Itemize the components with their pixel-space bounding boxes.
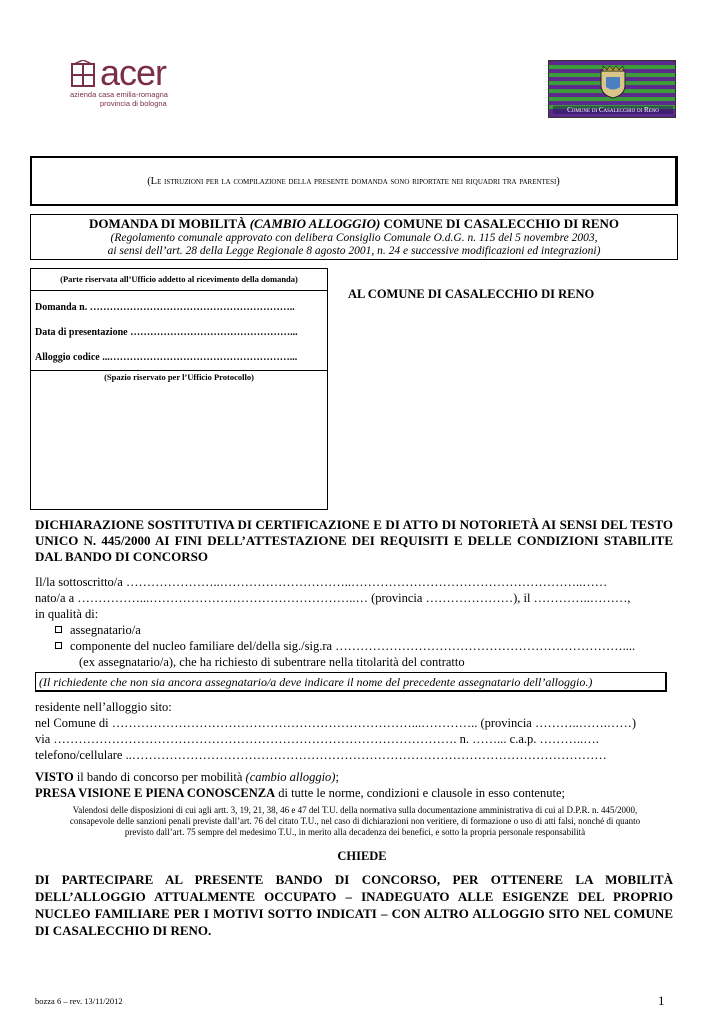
sottoscritto-field[interactable]: Il/la sottoscritto/a …………………..…………………………..………………………………………………..…… xyxy=(35,575,608,589)
coat-of-arms-icon xyxy=(599,65,627,99)
page-number: 1 xyxy=(658,993,665,1008)
option-componente-continuation: (ex assegnatario/a), che ha richiesto di subentrare nella titolarità del contratto xyxy=(79,655,465,669)
componente-checkbox[interactable] xyxy=(55,642,62,649)
office-header: (Parte riservata all’Ufficio addetto al ricevimento della domanda) xyxy=(31,269,327,291)
office-fields xyxy=(31,291,327,371)
alloggio-codice-field[interactable]: Alloggio codice ...………………………………………………... xyxy=(35,352,298,363)
title-subtitle-1: (Regolamento comunale approvato con delibera Consiglio Comunale O.d.G. n. 115 del 5 novembre 2003, xyxy=(110,232,598,244)
protocol-space-label: (Spazio riservato per l’Ufficio Protocollo) xyxy=(104,372,254,382)
acer-logo xyxy=(70,52,230,118)
revision-label: bozza 6 – rev. 13/11/2012 xyxy=(35,996,123,1006)
instructions-text: (Le istruzioni per la compilazione della presente domanda sono riportate nei riquadri tra parentesi) xyxy=(147,175,560,187)
comune-field[interactable]: nel Comune di ………………………………………………………………...………….. (provincia ………..…….……) xyxy=(35,716,637,730)
acer-house-icon xyxy=(70,60,96,88)
page-title: DOMANDA DI MOBILITÀ (CAMBIO ALLOGGIO) COMUNE DI CASALECCHIO DI RENO xyxy=(88,216,620,231)
acer-wordmark: acer xyxy=(100,52,167,93)
option-componente[interactable]: componente del nucleo familiare del/della sig./sig.ra …………………………………………………………….... xyxy=(55,638,675,654)
acer-tagline: azienda casa emilia-romagna provincia di bologna xyxy=(70,90,168,108)
via-field[interactable]: via ……………………………………………………………………………………. n. ……... c.a.p. ………..…. xyxy=(35,732,599,746)
office-reserved-box xyxy=(30,268,328,510)
telefono-field[interactable]: telefono/cellulare ..…………………………………………………………………………………………………… xyxy=(35,748,607,762)
declaration-title: DICHIARAZIONE SOSTITUTIVA DI CERTIFICAZIONE E DI ATTO DI NOTORIETÀ AI SENSI DEL TESTO UNICO N. 445/2000 AI FINI DELL’ATTESTAZIONE DEI REQUISITI E DELLE CONDIZIONI STABILITE DAL BANDO DI CONCORSO xyxy=(35,517,673,564)
comune-label: Comune di Casalecchio di Reno xyxy=(553,106,673,114)
option-assegnatario[interactable]: assegnatario/a xyxy=(55,622,675,638)
note-box: (Il richiedente che non sia ancora assegnatario/a deve indicare il nome del precedente assegnatario dell’alloggio.) xyxy=(35,672,667,692)
title-box xyxy=(30,214,678,260)
addressee: AL COMUNE DI CASALECCHIO DI RENO xyxy=(348,287,595,301)
request-statement: DI PARTECIPARE AL PRESENTE BANDO DI CONCORSO, PER OTTENERE LA MOBILITÀ DELL’ALLOGGIO ATTUALMENTE OCCUPATO – INADEGUATO ALLE ESIGENZE DEL PROPRIO NUCLEO FAMILIARE PER I MOTIVI SOTTO INDICATI – CON ALTRO ALLOGGIO SITO NEL COMUNE DI CASALECCHIO DI RENO. xyxy=(35,872,673,938)
data-presentazione-field[interactable]: Data di presentazione …………………………………………... xyxy=(35,327,298,338)
title-subtitle-2: ai sensi dell’art. 28 della Legge Regionale 8 agosto 2001, n. 24 e successive modificazioni ed integrazioni) xyxy=(107,245,601,257)
assegnatario-checkbox[interactable] xyxy=(55,626,62,633)
residente-label: residente nell’alloggio sito: xyxy=(35,700,172,714)
domanda-number-field[interactable]: Domanda n. …………………………………………………….. xyxy=(35,302,295,313)
nato-field[interactable]: nato/a a ……………...…………………………………………..… (provincia …………………), il …………..………, xyxy=(35,591,631,605)
instructions-box xyxy=(30,156,678,206)
chiede-heading: CHIEDE xyxy=(337,849,387,863)
comune-logo xyxy=(548,60,676,118)
visto-line: VISTO il bando di concorso per mobilità (cambio alloggio); xyxy=(35,770,339,784)
legal-note: Valendosi delle disposizioni di cui agli artt. 3, 19, 21, 38, 46 e 47 del T.U. della normativa sulla documentazione amministrativa di cui al D.P.R. n. 445/2000, consapevole delle sanzioni penali previste dall’art. 76 del citato T.U., nel caso di dichiarazioni non veritiere, di formazione o uso di atti falsi, nonché di quanto previsto dall’art. 75 sempre del medesimo T.U., in merito alla decadenza dei benefici, e sotto la propria personale responsabilità xyxy=(69,805,641,837)
qualita-label: in qualità di: xyxy=(35,607,99,621)
presa-visione-line: PRESA VISIONE E PIENA CONOSCENZA di tutte le norme, condizioni e clausole in esso contenute; xyxy=(35,786,565,800)
